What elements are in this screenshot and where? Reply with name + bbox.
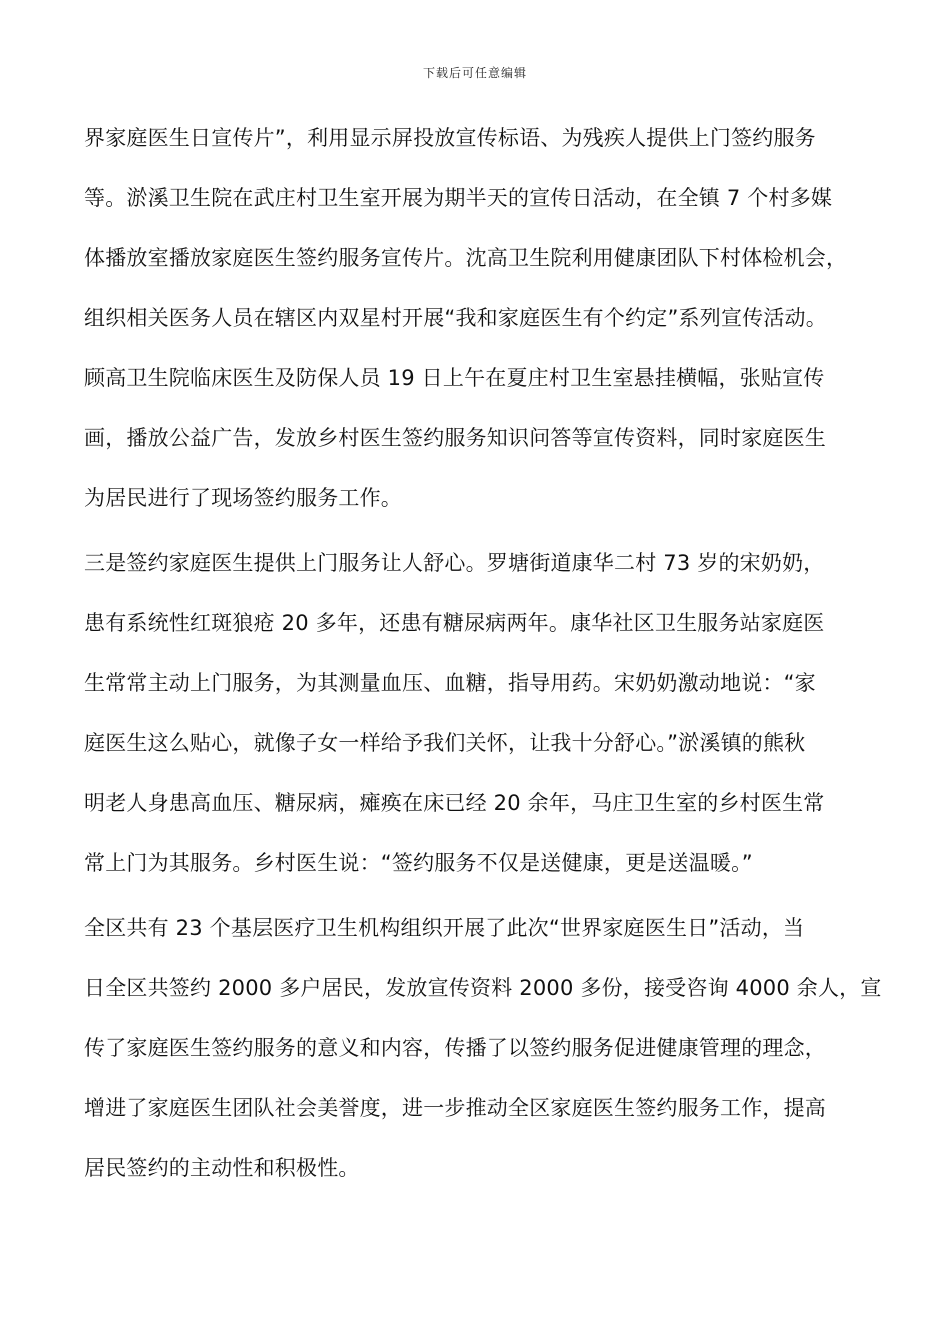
paragraph-2-line-6: 常上门为其服务。乡村医生说：“签约服务不仅是送健康，更是送温暖。” xyxy=(84,851,753,875)
paragraph-1-line-3: 体播放室播放家庭医生签约服务宣传片。沈高卫生院利用健康团队下村体检机会， xyxy=(84,246,848,270)
paragraph-2-line-1: 三是签约家庭医生提供上门服务让人舒心。罗塘街道康华二村 73 岁的宋奶奶， xyxy=(84,551,825,575)
paragraph-2-line-3: 生常常主动上门服务，为其测量血压、血糖，指导用药。宋奶奶激动地说：“家 xyxy=(84,671,816,695)
paragraph-2-line-5: 明老人身患高血压、糖尿病，瘫痪在床已经 20 余年，马庄卫生室的乡村医生常 xyxy=(84,791,825,815)
paragraph-3-line-2: 日全区共签约 2000 多户居民，发放宣传资料 2000 多份，接受咨询 4000 余人，宣 xyxy=(84,976,882,1000)
paragraph-2-line-2: 患有系统性红斑狼疮 20 多年，还患有糖尿病两年。康华社区卫生服务站家庭医 xyxy=(84,611,825,635)
paragraph-1-line-6: 画，播放公益广告，发放乡村医生签约服务知识问答等宣传资料，同时家庭医生 xyxy=(84,426,826,450)
paragraph-1-line-7: 为居民进行了现场签约服务工作。 xyxy=(84,486,402,510)
document-body xyxy=(0,110,950,1310)
paragraph-3-line-3: 传了家庭医生签约服务的意义和内容，传播了以签约服务促进健康管理的理念， xyxy=(84,1036,826,1060)
paragraph-1-line-2: 等。淤溪卫生院在武庄村卫生室开展为期半天的宣传日活动，在全镇 7 个村多媒 xyxy=(84,186,833,210)
paragraph-3-line-5: 居民签约的主动性和积极性。 xyxy=(84,1156,360,1180)
paragraph-3-line-4: 增进了家庭医生团队社会美誉度，进一步推动全区家庭医生签约服务工作，提高 xyxy=(84,1096,826,1120)
paragraph-2-line-4: 庭医生这么贴心，就像子女一样给予我们关怀，让我十分舒心。”淤溪镇的熊秋 xyxy=(84,731,806,755)
paragraph-1-line-1: 界家庭医生日宣传片”，利用显示屏投放宣传标语、为残疾人提供上门签约服务 xyxy=(84,126,816,150)
page-header: 下载后可任意编辑 xyxy=(422,66,527,80)
paragraph-3-line-1: 全区共有 23 个基层医疗卫生机构组织开展了此次“世界家庭医生日”活动，当 xyxy=(84,916,805,940)
paragraph-1-line-5: 顾高卫生院临床医生及防保人员 19 日上午在夏庄村卫生室悬挂横幅，张贴宣传 xyxy=(84,366,825,390)
paragraph-1-line-4: 组织相关医务人员在辖区内双星村开展“我和家庭医生有个约定”系列宣传活动。 xyxy=(84,306,827,330)
